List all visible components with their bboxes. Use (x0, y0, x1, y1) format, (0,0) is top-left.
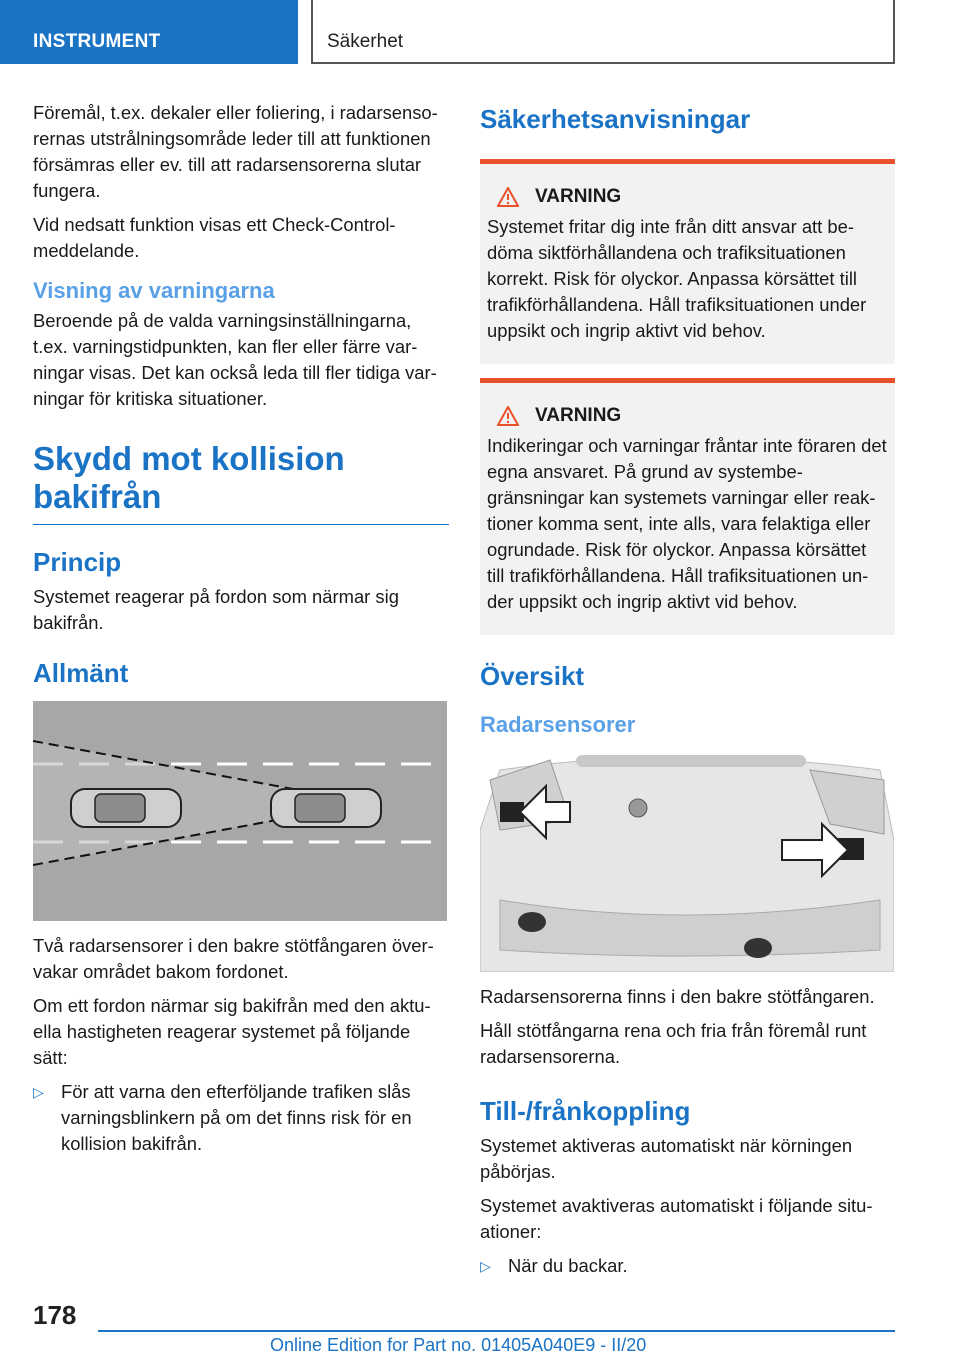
subheading-visning: Visning av varningarna (33, 278, 275, 303)
paragraph: Radarsensorerna finns i den bakre stötfångaren. (480, 986, 875, 1007)
front-car-icon (271, 789, 381, 827)
heading-till: Till-/frånkoppling (480, 1096, 691, 1126)
warning-title: VARNING (535, 186, 622, 207)
triangle-bullet-icon: ▷ (33, 1084, 44, 1100)
footer-edition: Online Edition for Part no. 01405A040E9 - II/20 (270, 1335, 647, 1355)
footer-divider (98, 1330, 895, 1332)
heading-princip: Princip (33, 547, 122, 577)
list-item (33, 1079, 449, 1157)
car-rear-image (480, 750, 894, 972)
triangle-bullet-icon: ▷ (480, 1258, 491, 1274)
rear-car-icon (71, 789, 181, 827)
paragraph: Systemet reagerar på fordon som närmar sig bakifrån. (33, 586, 399, 633)
paragraph: Om ett fordon närmar sig bakifrån med den aktuella hastigheten reagerar systemet på följande sätt: (33, 995, 431, 1068)
section-tab: INSTRUMENT (0, 0, 298, 64)
heading-oversikt: Översikt (480, 661, 585, 691)
warning-box (480, 159, 895, 364)
paragraph: Systemet aktiveras automatiskt när körningen påbörjas. (480, 1135, 853, 1182)
road-illustration (33, 701, 447, 921)
warning-triangle-icon (497, 187, 519, 207)
heading-sakerhet: Säkerhetsanvisningar (480, 104, 751, 134)
list-item (480, 1253, 896, 1279)
paragraph: Systemet avaktiveras automatiskt i följande situationer: (480, 1195, 873, 1242)
warning-triangle-icon (497, 406, 519, 426)
warning-box (480, 378, 895, 635)
subheading-radar: Radarsensorer (480, 712, 636, 737)
paragraph: Föremål, t.ex. dekaler eller foliering, i radarsensorernas utstrålningsområde leder till att funktionen försämras eller ev. till att radarsensorerna slutar fungera. (33, 102, 438, 201)
right-column (480, 100, 896, 1279)
chapter-header: Säkerhet (311, 0, 895, 64)
paragraph: Två radarsensorer i den bakre stötfångaren övervakar området bakom fordonet. (33, 935, 434, 982)
page-number: 178 (33, 1300, 77, 1330)
warning-text: Systemet fritar dig inte från ditt ansvar att bedöma siktförhållandena och trafiksituationen korrekt. Risk för olyckor. Anpassa körsättet till trafikförhållandena. Håll trafiksituationen under uppsikt och ingrip aktivt vid behov. (487, 216, 867, 341)
paragraph: Håll stötfångarna rena och fria från föremål runt radarsensorerna. (480, 1020, 867, 1067)
warning-header (487, 405, 887, 427)
heading-allmant: Allmänt (33, 658, 129, 688)
paragraph: Beroende på de valda varningsinställningarna, t.ex. varningstidpunkten, kan fler eller färre varningar visas. Det kan också leda till fler tidiga varningar för kritiska situationer. (33, 310, 437, 409)
page-title: Skydd mot kollision bakifrån (33, 440, 345, 515)
warning-header (487, 186, 887, 208)
paragraph: Vid nedsatt funktion visas ett Check-Control-meddelande. (33, 214, 396, 261)
warning-title: VARNING (535, 405, 622, 426)
left-column (33, 100, 449, 1157)
list-item-text: För att varna den efterföljande trafiken slås varningsblinkern på om det finns risk för en kollision bakifrån. (61, 1081, 412, 1154)
warning-text: Indikeringar och varningar fråntar inte föraren det egna ansvaret. På grund av systembegränsningar kan systemets varningar eller reaktioner komma sent, inte alls, vara felaktiga eller ogrundade. Risk för olyckor. Anpassa körsättet till trafikförhållandena. Håll trafiksituationen under uppsikt och ingrip aktivt vid behov. (487, 435, 887, 612)
list-item-text: När du backar. (508, 1255, 628, 1276)
title-divider (33, 524, 449, 525)
